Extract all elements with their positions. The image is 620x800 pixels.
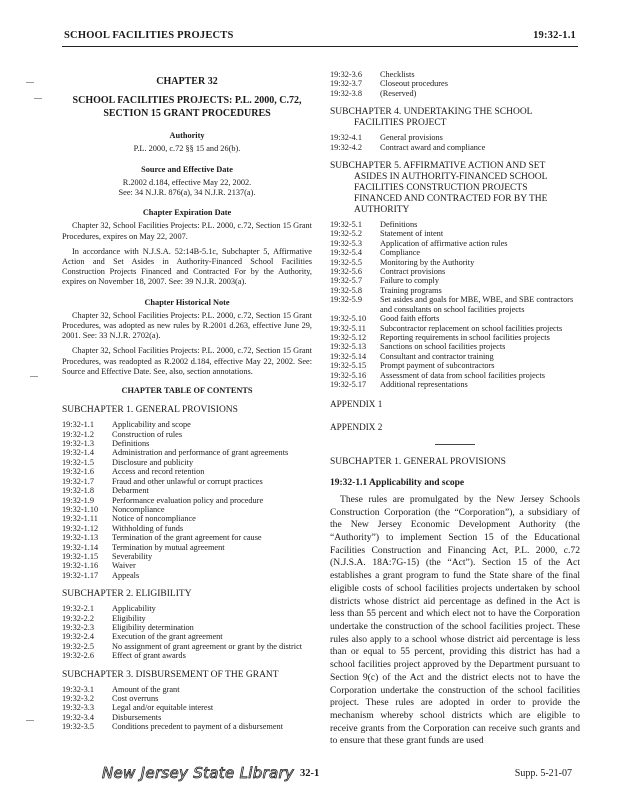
toc-entry [62,561,312,570]
toc-entry-number: 19:32-2.6 [62,651,95,661]
toc-entry-title: Waiver [112,561,136,571]
toc-entry [62,571,312,580]
toc-entry-number: 19:32-5.1 [330,220,363,230]
toc-entry-number: 19:32-2.1 [62,604,95,614]
toc-entry-number: 19:32-5.14 [330,351,367,361]
subchapter-2-list [62,604,312,660]
subchapter-5-heading [330,161,580,216]
toc-entry [62,713,312,722]
toc-entry-title: Applicability and scope [112,420,191,430]
toc-entry-title: Training programs [380,285,442,295]
toc-entry [62,552,312,561]
subchapter-5-heading-line-5: AUTHORITY [354,205,410,216]
toc-entry-title: Assessment of data from school facilities projects [380,370,545,380]
toc-entry [62,685,312,694]
toc-entry-number: 19:32-3.5 [62,722,95,732]
toc-entry [62,651,312,660]
toc-entry-title: Termination by mutual agreement [112,542,225,552]
header-section-number: 19:32-1.1 [533,30,576,41]
toc-entry-number: 19:32-3.2 [62,694,95,704]
toc-entry-number: 19:32-5.12 [330,332,367,342]
toc-entry-number: 19:32-2.5 [62,641,95,651]
toc-entry-title: Prompt payment of subcontractors [380,361,495,371]
toc-entry [62,703,312,712]
toc-entry [330,371,580,380]
toc-entry [62,642,312,651]
toc-entry [330,342,580,351]
toc-entry [330,220,580,229]
toc-entry-title: Performance evaluation policy and procedure [112,495,264,505]
subchapter-4-list [330,133,580,152]
toc-entry [330,314,580,323]
chapter-title [62,95,312,120]
subchapter-4-heading [330,107,580,129]
subchapter-3-list [62,685,312,732]
toc-entry [330,89,580,98]
toc-entry-number: 19:32-5.15 [330,361,367,371]
toc-entry-number: 19:32-1.3 [62,439,95,449]
toc-entry [330,324,580,333]
toc-entry-number: 19:32-4.1 [330,133,363,143]
toc-entry-number: 19:32-3.8 [330,88,363,98]
toc-entry [330,143,580,152]
toc-entry [330,248,580,257]
subchapter-5-heading-line-1: SUBCHAPTER 5. AFFIRMATIVE ACTION AND SET [330,161,546,172]
toc-heading: CHAPTER TABLE OF CONTENTS [121,386,253,396]
toc-entry-number: 19:32-1.6 [62,467,95,477]
authority-heading: Authority [169,131,205,141]
history-heading: Chapter Historical Note [144,297,230,307]
toc-entry-title: General provisions [380,133,443,143]
toc-entry [62,477,312,486]
toc-entry [330,267,580,276]
running-header [64,30,576,44]
toc-entry-number: 19:32-3.6 [330,70,363,79]
toc-entry-number: 19:32-5.2 [330,229,363,239]
history-paragraph-2: Chapter 32, School Facilities Projects: P.L. 2000, c.72, Section 15 Grant Procedures, was readopted as R.2002 d.184, effective May 22, 2002. See: Source and Effective Date. See, also, section annotations. [62,346,312,376]
toc-entry-number: 19:32-5.9 [330,295,363,305]
toc-entry [330,133,580,142]
toc-entry-title: Definitions [112,439,150,449]
toc-entry-title: Reporting requirements in school facilities projects [380,332,550,342]
toc-entry-title: (Reserved) [380,88,417,98]
toc-entry [62,496,312,505]
toc-entry-title: Administration and performance of grant agreements [112,448,289,458]
toc-entry-title: Checklists [380,70,415,79]
toc-entry [330,286,580,295]
toc-entry-title: Fraud and other unlawful or corrupt practices [112,476,263,486]
expiration-heading: Chapter Expiration Date [142,208,232,218]
toc-entry-title: Disbursements [112,712,162,722]
source-heading: Source and Effective Date [141,164,233,174]
toc-entry-number: 19:32-1.12 [62,523,99,533]
section-divider [435,444,475,445]
toc-entry-title: Closeout procedures [380,79,448,89]
toc-entry-title: Set asides and goals for MBE, WBE, and SBE contractors and consultants on school facilities projects [380,295,574,314]
toc-entry-title: Failure to comply [380,276,439,286]
authority-text: P.L. 2000, c.72 §§ 15 and 26(b). [133,144,241,154]
toc-entry-title: Disclosure and publicity [112,457,194,467]
toc-entry [330,295,580,314]
toc-entry-number: 19:32-3.1 [62,684,95,694]
toc-entry-title: Sanctions on school facilities projects [380,342,506,352]
toc-entry-number: 19:32-5.5 [330,257,363,267]
header-rule [62,46,578,47]
chapter-title-line-2: SECTION 15 GRANT PROCEDURES [103,107,271,119]
toc-entry [330,380,580,389]
history-paragraph-1: Chapter 32, School Facilities Projects: P.L. 2000, c.72, Section 15 Grant Procedures, was adopted as new rules by R.2001 d.263, effective June 29, 2001. See: 33 N.J.R. 2702(a). [62,310,312,341]
toc-entry-number: 19:32-3.4 [62,712,95,722]
toc-entry-number: 19:32-5.6 [330,267,363,277]
subchapter-3-list-continued [330,70,580,98]
toc-entry-title: Applicability [112,604,156,614]
subchapter-3-heading: SUBCHAPTER 3. DISBURSEMENT OF THE GRANT [62,669,279,680]
toc-entry-number: 19:32-5.3 [330,238,363,248]
scan-mark [30,376,38,377]
toc-entry-number: 19:32-1.15 [62,551,99,561]
toc-entry-number: 19:32-5.10 [330,314,367,324]
toc-entry-number: 19:32-3.7 [330,79,363,89]
toc-entry-title: Cost overruns [112,694,159,704]
toc-entry-number: 19:32-5.16 [330,370,367,380]
header-title: SCHOOL FACILITIES PROJECTS [64,30,234,41]
toc-entry-title: Severability [112,551,153,561]
toc-entry-title: Contract provisions [380,267,446,277]
toc-entry-title: Termination of the grant agreement for cause [112,533,262,543]
toc-entry-number: 19:32-1.9 [62,495,95,505]
scan-mark [34,98,42,99]
toc-entry-number: 19:32-4.2 [330,142,363,152]
toc-entry-number: 19:32-5.13 [330,342,367,352]
supplement-date: Supp. 5-21-07 [514,768,572,779]
page-footer [0,764,620,794]
toc-entry-title: Appeals [112,570,140,580]
toc-entry-title: Contract award and compliance [380,142,486,152]
toc-entry [330,229,580,238]
toc-entry-title: Good faith efforts [380,314,440,324]
toc-entry-number: 19:32-5.7 [330,276,363,286]
toc-entry-number: 19:32-5.17 [330,379,367,389]
toc-entry [62,439,312,448]
toc-entry [330,352,580,361]
toc-entry-number: 19:32-2.3 [62,622,95,632]
toc-entry [330,239,580,248]
toc-entry-title: Debarment [112,486,149,496]
toc-entry-title: Eligibility [112,613,146,623]
toc-entry [62,514,312,523]
toc-entry [62,505,312,514]
toc-entry [62,632,312,641]
toc-entry [62,430,312,439]
toc-entry-number: 19:32-5.4 [330,248,363,258]
toc-entry-number: 19:32-1.16 [62,561,99,571]
toc-entry-number: 19:32-5.11 [330,323,366,333]
source-text-2: See: 34 N.J.R. 876(a), 34 N.J.R. 2137(a). [118,188,256,198]
toc-entry-number: 19:32-1.13 [62,533,99,543]
toc-entry-number: 19:32-2.4 [62,632,95,642]
toc-entry-title: Application of affirmative action rules [380,238,508,248]
toc-entry-title: Statement of intent [380,229,444,239]
toc-entry-title: Compliance [380,248,421,258]
toc-entry [62,524,312,533]
page-number: 32-1 [300,768,320,779]
toc-entry [62,486,312,495]
toc-entry-title: Withholding of funds [112,523,184,533]
subchapter-5-heading-line-3: FACILITIES CONSTRUCTION PROJECTS [354,183,528,194]
toc-entry [62,604,312,613]
left-column [62,72,312,732]
toc-entry-title: Monitoring by the Authority [380,257,475,267]
section-body: These rules are promulgated by the New Jersey Schools Construction Corporation (the “Corporation”), a subsidiary of the New Jersey Economic Development Authority (the “Authority”) to implement Section 15 of the Educational Facilities Construction and Financing Act, P.L. 2000, c.72 (N.J.S.A. 18A:7G-15) (the “Act”). Section 15 of the Act establishes a grant program to fund the State share of the final eligible costs of school facilities projects undertaken by school districts whose district aid percentage as defined in the Act is less than 55 percent and which elect not to have the Corporation undertake the construction of the school facilities project. These rules also apply to a school whose district aid percentage is less than or equal to 55 percent, providing this district has had a school facilities project approved by the Department pursuant to Section 9(c) of the Act and the district elects not to have the Corporation undertake the construction of the school facilities project. These rules are adopted in order to provide the mechanism whereby school districts which are eligible to receive grants from the Corporation can receive such grants and to ensure that these grant funds are used [330,493,580,747]
toc-entry-number: 19:32-1.5 [62,457,95,467]
toc-entry-title: Subcontractor replacement on school facilities projects [380,323,563,333]
appendix-1: APPENDIX 1 [330,399,383,410]
toc-entry-number: 19:32-1.14 [62,542,99,552]
toc-entry-number: 19:32-5.8 [330,285,363,295]
toc-entry [330,79,580,88]
toc-entry [62,614,312,623]
toc-entry [330,70,580,79]
subchapter-1-list [62,420,312,580]
appendix-2: APPENDIX 2 [330,421,383,432]
toc-entry-number: 19:32-1.11 [62,514,98,524]
toc-entry [62,420,312,429]
expiration-paragraph-1: Chapter 32, School Facilities Projects: P.L. 2000, c.72, Section 15 Grant Procedures, expires on May 22, 2007. [62,221,312,241]
expiration-paragraph-2: In accordance with N.J.S.A. 52:14B-5.1c, Subchapter 5, Affirmative Action and Set Asides in Authority-Financed School Facilities Construction Projects Financed and Contracted For by the Authority, expires on November 18, 2007. See: 39 N.J.R. 2003(a). [62,246,312,287]
text-subchapter-1-heading: SUBCHAPTER 1. GENERAL PROVISIONS [330,456,506,467]
toc-entry [330,333,580,342]
subchapter-2-heading: SUBCHAPTER 2. ELIGIBILITY [62,589,192,600]
toc-entry-number: 19:32-1.10 [62,504,99,514]
toc-entry-number: 19:32-1.4 [62,448,95,458]
toc-entry-number: 19:32-1.2 [62,429,95,439]
subchapter-4-heading-line-1: SUBCHAPTER 4. UNDERTAKING THE SCHOOL [330,107,533,118]
toc-entry-number: 19:32-1.7 [62,476,95,486]
toc-entry-title: Legal and/or equitable interest [112,703,214,713]
toc-entry [62,448,312,457]
section-title: 19:32-1.1 Applicability and scope [330,477,465,488]
toc-entry-title: Noncompliance [112,504,165,514]
source-text-1: R.2002 d.184, effective May 22, 2002. [122,177,252,187]
toc-entry-title: Additional representations [380,379,468,389]
subchapter-5-list [330,220,580,389]
toc-entry-title: Eligibility determination [112,622,194,632]
toc-entry [62,722,312,731]
toc-entry [62,623,312,632]
chapter-title-line-1: SCHOOL FACILITIES PROJECTS: P.L. 2000, C.72, [72,95,302,107]
toc-entry-title: Conditions precedent to payment of a disbursement [112,722,283,732]
toc-entry-number: 19:32-3.3 [62,703,95,713]
subchapter-5-heading-line-2: ASIDES IN AUTHORITY-FINANCED SCHOOL [354,172,548,183]
scan-mark [26,720,34,721]
subchapter-5-heading-line-4: FINANCED AND CONTRACTED FOR BY THE [354,194,548,205]
toc-entry [330,276,580,285]
toc-entry-title: Notice of noncompliance [112,514,196,524]
toc-entry [62,533,312,542]
toc-entry-title: Access and record retention [112,467,205,477]
toc-entry [62,458,312,467]
right-column [330,70,580,748]
toc-entry [62,694,312,703]
scan-mark [26,82,34,83]
toc-entry-title: Construction of rules [112,429,183,439]
toc-entry [330,258,580,267]
library-logo: New Jersey State Library [102,764,295,782]
toc-entry-title: Amount of the grant [112,684,180,694]
toc-entry-number: 19:32-1.17 [62,570,99,580]
subchapter-1-heading: SUBCHAPTER 1. GENERAL PROVISIONS [62,405,238,416]
toc-entry [62,543,312,552]
toc-entry-title: Definitions [380,220,418,230]
toc-entry-title: Effect of grant awards [112,651,186,661]
subchapter-4-heading-line-2: FACILITIES PROJECT [354,118,447,129]
chapter-number: CHAPTER 32 [156,76,218,87]
toc-entry [62,467,312,476]
toc-entry-title: Consultant and contractor training [380,351,494,361]
toc-entry-number: 19:32-2.2 [62,613,95,623]
toc-entry-title: Execution of the grant agreement [112,632,223,642]
toc-entry-number: 19:32-1.1 [62,420,95,430]
toc-entry [330,361,580,370]
toc-entry-title: No assignment of grant agreement or grant by the district [112,641,303,651]
toc-entry-number: 19:32-1.8 [62,486,95,496]
